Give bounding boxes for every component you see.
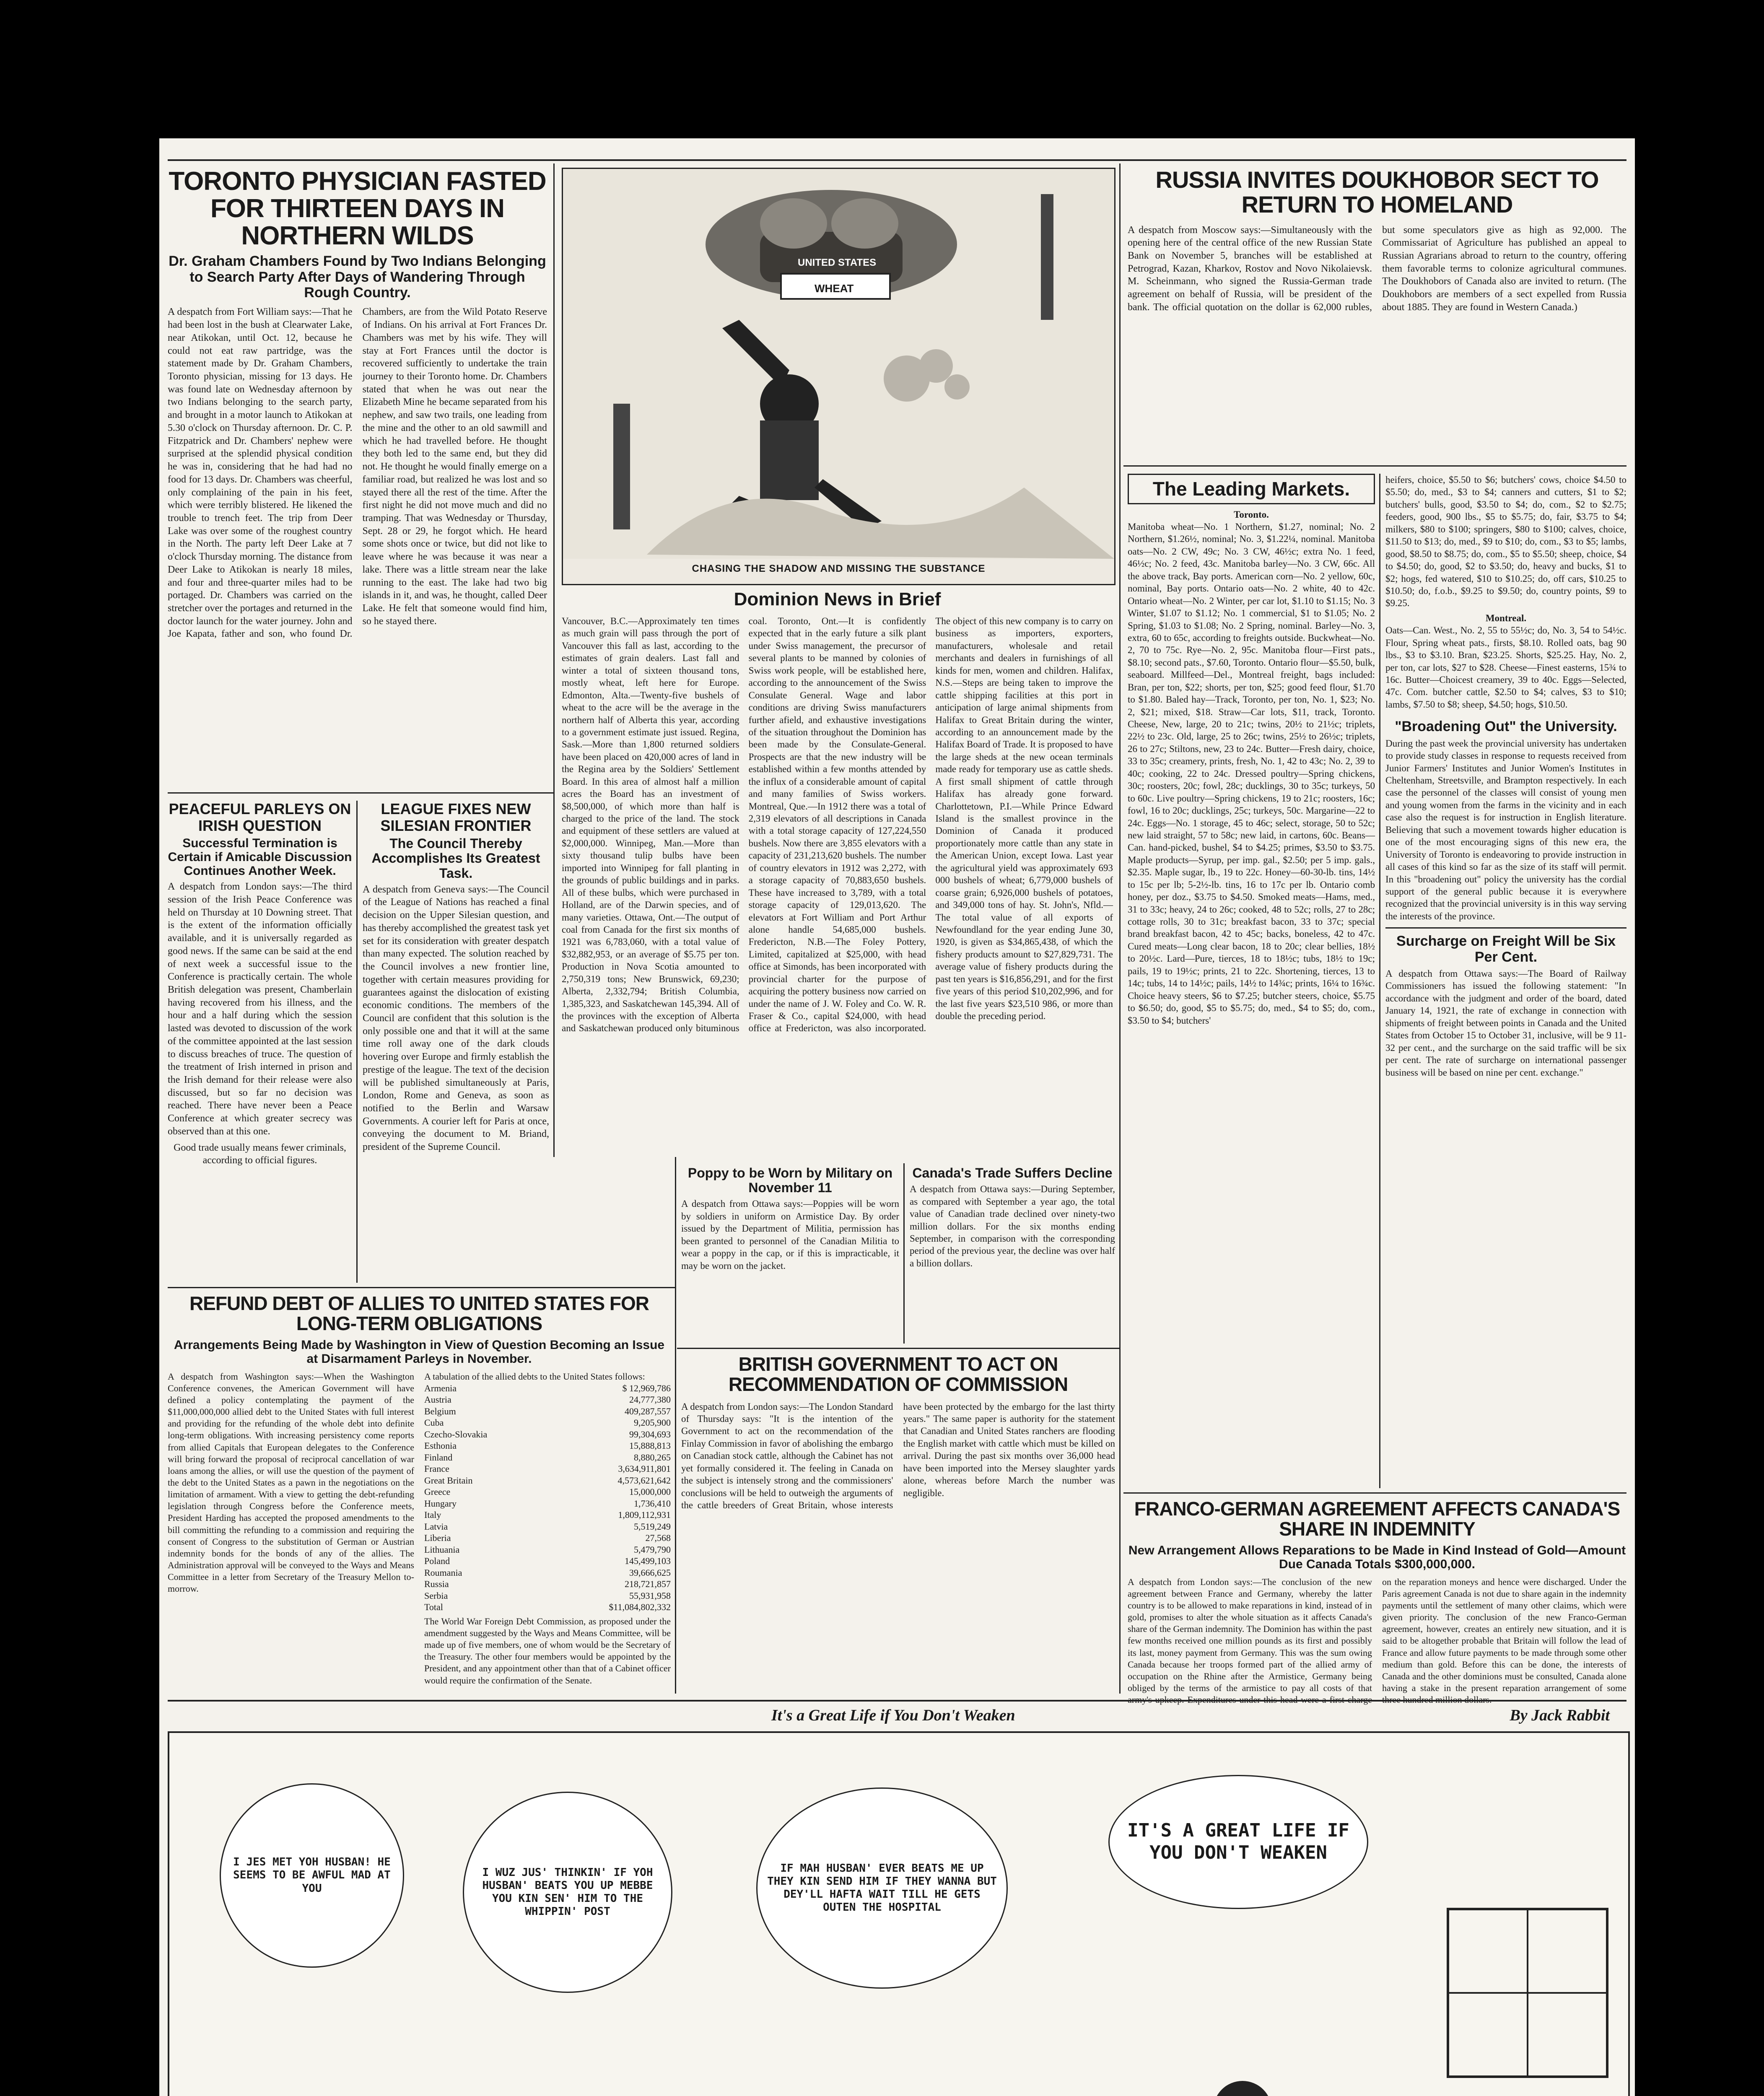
parleys-title: PEACEFUL PARLEYS ON IRISH QUESTION: [169, 800, 351, 834]
poppy-title: Poppy to be Worn by Military on November 11: [687, 1165, 893, 1196]
editorial-cartoon: [562, 168, 1115, 585]
strip-panel: [168, 1731, 1630, 2096]
debt-country: Poland: [424, 1556, 450, 1567]
section-rule: [1123, 1492, 1627, 1494]
franco-article: [1128, 1499, 1627, 1696]
debt-amount: 4,573,621,642: [617, 1475, 671, 1486]
column-rule: [1119, 1157, 1121, 1694]
debt-country: Italy: [424, 1510, 441, 1520]
debt-table-row: [424, 1544, 671, 1556]
debt-amount: 55,931,958: [629, 1590, 671, 1601]
markets-title: The Leading Markets.: [1128, 474, 1375, 504]
brief-body: Vancouver, B.C.—Approximately ten times as much grain will pass through the port of Vancouver this fall as last, according to the estimates of grain dealers. Last fall and winter a total of sixteen thousand tons, mostly wheat, left here for Europe. Edmonton, Alta.—Twenty-five bushels of wheat to the acre will be the average in the northern half of Alberta this year, according to a government estimate just issued. Regina, Sask.—More than 1,800 returned soldiers have been placed on 420,000 acres of land in the Regina area by the Soldiers' Settlement Board. In this area of almost half a million acres the Board has an investment of $8,500,000, of which more than half is charged to the price of the land. The stock and equipment of these settlers are valued at $2,000,000. Winnipeg, Man.—More than sixty thousand tulip bulbs have been imported into Winnipeg for fall planting in the grounds of public buildings and in parks. All of these bulbs, which were purchased in Holland, are of the Darwin species, and of many varieties. Ottawa, Ont.—The output of coal from Canada for the first six months of 1921 was 6,783,060, with a total value of $32,882,953, or an average of $5.75 per ton. Production in Nova Scotia amounted to 2,750,319 tons; New Brunswick, 69,230; Alberta, 2,332,794; British Columbia, 1,385,323, and Saskatchewan 145,394. All of the provinces with the exception of Alberta and Saskatchewan produced only bituminous coal. Toronto, Ont.—It is confidently expected that in the early future a silk plant under Swiss management, the precursor of several plants to be manned by colonies of Swiss work people, will be established here, according to the announcement of the Swiss Consulate General. Wage and labor conditions are driving Swiss manufacturers further afield, and exhaustive investigations of the situation throughout the Dominion has been made by the Consulate-General. Prospects are that the new industry will be established within a few months attended by the influx of a considerable amount of capital and many families of Swiss workers. Montreal, Que.—In 1912 there was a total of 2,319 elevators of all descriptions in Canada with a total storage capacity of 127,224,550 bushels. Now there are 3,855 elevators with a capacity of 231,213,620 bushels. The number of country elevators in 1912 was 2,272, with a storage capacity of 70,883,650 bushels. These have increased to 3,789, with a total storage capacity of 129,013,620. The elevators at Fort William and Port Arthur alone handle 54,685,000 bushels. Fredericton, N.B.—The Foley Pottery, Limited, capitalized at $25,000, with head office at Simonds, has been incorporated with provincial charter for the purpose of acquiring the pottery business now carried on under the name of J. W. Foley and Co. W. R. Fraser & Co., capital $24,000, with head office at Fredericton, was also incorporated. The object of this new company is to carry on business as importers, exporters, manufacturers, wholesale and retail merchants and dealers in furnishings of all kinds for men, women and children. Halifax, N.S.—Steps are being taken to improve the cattle shipping facilities at this port in anticipation of large animal shipments from Halifax to Great Britain during the winter, according to an announcement made by the Halifax Board of Trade. It is proposed to have the large sheds at the new ocean terminals made ready for temporary use as cattle sheds. A first small shipment of cattle through Halifax has already gone forward. Charlottetown, P.I.—While Prince Edward Island is the smallest province in the Dominion of Canada it produced proportionately more cattle than any state in the American Union, except Iowa. Last year the agricultural yield was approximately 693 000 bushels of wheat; 6,779,000 bushels of coarse grain; 6,926,000 bushels of potatoes, and 349,000 tons of hay. St. John's, Nfld.—The total value of all exports of Newfoundland for the year ending June 30, 1920, is given as $34,865,438, of which the fishery products amount to $27,829,731. The average value of fishery products during the past ten years is $16,856,291, and for the first five years of this period $10,202,996, and for the last five years $23,510 986, or more than double the preceding period.: [562, 616, 1113, 1034]
top-rule: [168, 159, 1627, 161]
markets-article: [1128, 474, 1375, 1488]
debt-amount: 409,287,557: [625, 1406, 671, 1416]
debt-country: Liberia: [424, 1533, 451, 1543]
debt-amount: 1,809,112,931: [618, 1510, 671, 1520]
strip-byline: By Jack Rabbit: [1510, 1707, 1610, 1724]
debt-amount: 5,519,249: [634, 1521, 671, 1532]
university-title: "Broadening Out" the University.: [1395, 719, 1617, 735]
british-article: [681, 1354, 1115, 1694]
markets-montreal-body: Oats—Can. West., No. 2, 55 to 55½c; do, No. 3, 54 to 54½c. Flour, Spring wheat pats., firsts, $8.10. Rolled oats, bag 90 lbs., $3 to $3.10. Bran, $23.25. Shorts, $25.25. Hay, No. 2, per ton, car lots, $27 to $28. Cheese—Finest easterns, 15¾ to 16c. Butter—Choicest creamery, 39 to 40c. Eggs—Selected, 47c. Com. butcher cattle, $2.50 to $4; calves, $3 to $10; lambs, $7.50 to $8; sheep, $4.50; hogs, $10.50.: [1385, 625, 1627, 710]
comic-strip: [168, 1706, 1627, 2096]
column-rule: [1119, 163, 1121, 1157]
toronto-body: A despatch from Fort William says:—That he had been lost in the bush at Clearwater Lake, near Atikokan, until Oct. 12, because he could not eat raw partridge, was the statement made by Dr. Graham Chambers, Toronto physician, missing for 13 days. He was found late on Wednesday afternoon by two Indians belonging to the search party, and brought in a motor launch to Atikokan at 5.30 o'clock on Thursday afternoon. Dr. C. P. Fitzpatrick and Dr. Chambers' nephew were surprised at the splendid physical condition he was in, considering that he had had no food for 13 days. Dr. Chambers was cheerful, only complaining of the pain in his feet, which were terribly blistered. He likened the trouble to trench feet. The trip from Deer Lake was over some of the roughest country in the North. The party left Deer Lake at 7 o'clock Thursday morning. The distance from Deer Lake to Atikokan is nearly 18 miles, and four and three-quarter miles had to be portaged. Dr. Chambers was carried on the stretcher over the portages and returned in the doctor launch for the water journey. John and Joe Kapata, father and son, who found Dr. Chambers, are from the Wild Potato Reserve of Indians. On his arrival at Fort Frances Dr. Chambers was met by his wife. They will stay at Fort Frances until the doctor is recovered sufficiently to undertake the train journey to their Toronto home. Dr. Chambers stated that when he was out near the Elizabeth Mine he became separated from his nephew, and saw two trails, one leading from the mine and the other to an old sawmill and which he had travelled before. He thought they both led to the same end, but they did not. He thought he would finally emerge on a familiar road, but realized he was lost and so stayed there all the rest of the time. After the first night he did not move much and did no tramping. That was Wednesday or Thursday, Sept. 28 or 29, he forgot which. He heard some shots once or twice, but did not like to leave where he was because it was near a lake. There was a little stream near the lake running to the east. The lake had two big islands in it, and was, he thought, called Deer Lake. He felt that someone would find him, so he stayed there.: [168, 306, 547, 640]
british-headline: BRITISH GOVERNMENT TO ACT ON RECOMMENDATION OF COMMISSION: [728, 1353, 1068, 1396]
strip-top-rule: [168, 1700, 1627, 1702]
debt-country: Great Britain: [424, 1475, 473, 1486]
cartoon-label-states: UNITED STATES: [798, 257, 877, 268]
surcharge-body: A despatch from Ottawa says:—The Board of Railway Commissioners has issued the following statement: "In accordance with the judgment and order of the board, dated January 14, 1921, the rate of exchange in connection with shipments of freight between points in Canada and the United States from October 15 to October 31, inclusive, will be 9 11-32 per cent., and the surcharge on the said traffic will be six per cent. The rate of surcharge on international passenger business will be based on nine per cent. exchange.": [1385, 968, 1627, 1078]
debt-table-row: [424, 1383, 671, 1394]
refund-deck: Arrangements Being Made by Washington in View of Question Becoming an Issue at Disarmament Parleys in November.: [174, 1338, 665, 1366]
section-rule: [1123, 465, 1627, 467]
debt-total-value: $11,084,802,332: [609, 1602, 671, 1613]
debt-amount: $ 12,969,786: [622, 1383, 671, 1393]
markets-city-montreal: Montreal.: [1485, 612, 1527, 623]
refund-commission-body: The World War Foreign Debt Commission, as proposed under the amendment suggested by the Ways and Means Committee, will be made up of five members, one of whom would be the Secretary of the Treasury. The other four members would be appointed by the President, and any appointment other than that of a Cabinet officer would require the confirmation of the Senate.: [424, 1616, 671, 1686]
debt-table-row: [424, 1429, 671, 1440]
russia-headline: RUSSIA INVITES DOUKHOBOR SECT TO RETURN TO HOMELAND: [1155, 166, 1599, 218]
debt-country: Esthonia: [424, 1440, 457, 1451]
section-rule: [1385, 927, 1627, 929]
parleys-body: A despatch from London says:—The third session of the Irish Peace Conference was held on Thursday at 10 Downing street. That is the extent of the information officially available, and it is universally regarded as good news. If the same can be said at the end of next week a successful issue to the Conference is practically certain. The whole British delegation was present, Chamberlain having recovered from his illness, and the hour and a half during which the session lasted was devoted to discussion of the work of the committee appointed at the last session to discuss breaches of truce. The question of the treatment of Irish interned in prison and the Irish demand for their release were also discussed, but so far no decision was reached. There have never been a Peace Conference at which greater secrecy was observed than at this one.: [168, 881, 352, 1137]
speech-bubble-2: I WUZ JUS' THINKIN' IF YOH HUSBAN' BEATS YOU UP MEBBE YOU KIN SEN' HIM TO THE WHIPPIN' POST: [463, 1792, 672, 1993]
debt-country: Czecho-Slovakia: [424, 1429, 488, 1440]
debt-table-row: [424, 1394, 671, 1406]
speech-bubble-3: IF MAH HUSBAN' EVER BEATS ME UP THEY KIN SEND HIM IF THEY WANNA BUT DEY'LL HAFTA WAIT TILL HE GETS OUTEN THE HOSPITAL: [756, 1787, 1008, 1989]
debt-amount: 8,880,265: [634, 1452, 671, 1463]
franco-body: A despatch from London says:—The conclusion of the new agreement between France and Germany, whereby the latter country is to be allowed to make reparations in kind, instead of in gold, promises to alter the whole situation as it affects Canada's share of the German indemnity. The Dominion has within the past few months received one million pounds as its first and possibly its last, money payment from Germany. This was the sum owing Canada because her troops formed part of the allied army of occupation on the Rhine after the Armistice, Germany being obliged by the terms of the armistice to pay all costs of that on the reparation moneys and hence were discharged. Under the Paris agreement Canada is not due to share again in the indemnity payments until the settlement of many other claims, which were given priority. The conclusion of the new Franco-German agreement, however, creates an entirely new situation, and it is said to be altogether probable that Britain will follow the lead of France and allow future payments to be made through some other medium than gold. Before this can be done, the interests of Canada and the other dominions must be consulted, Canada alone having a stake in the present reparation arrangement of some: [1128, 1576, 1627, 1693]
markets-livestock-body: heifers, choice, $5.50 to $6; butchers' cows, choice $4.50 to $5.50; do, med., $3 to $4; canners and cutters, $1 to $2; butchers' bulls, good, $3.50 to $4; do, com., $2 to $2.75; feeders, good, 900 lbs., $5 to $5.75; do, fair, $3.75 to $4; milkers, $80 to $100; springers, $80 to $100; calves, choice, $11.50 to $13; do, med., $9 to $10; do, com., $3 to $5; lambs, good, $8.50 to $8.75; do, com., $5 to $5.50; sheep, choice, $4 to $4.50; do, good, $2 to $3.50; do, heavy and bucks, $1 to $2; hogs, fed watered, $10 to $10.25; do, off cars, $10.25 to $10.50; do, f.o.b., $9.25 to $9.50; do, country points, $9 to $9.25.: [1385, 475, 1627, 609]
markets-continued: [1385, 474, 1627, 1488]
debt-country: Finland: [424, 1452, 453, 1463]
parleys-deck: Successful Termination is Certain if Amicable Discussion Continues Another Week.: [168, 836, 352, 878]
trade-body: A despatch from Ottawa says:—During September, as compared with September a year ago, the total value of Canadian trade declined over ninety-two million dollars. For the six months ending September, in comparison with the corresponding period of the previous year, the decline was over half a billion dollars.: [910, 1184, 1115, 1268]
debt-country: Greece: [424, 1486, 451, 1497]
franco-headline: FRANCO-GERMAN AGREEMENT AFFECTS CANADA'S SHARE IN INDEMNITY: [1134, 1498, 1620, 1540]
debt-table-row: [424, 1498, 671, 1510]
toronto-article: [168, 168, 547, 786]
trade-title: Canada's Trade Suffers Decline: [912, 1165, 1113, 1180]
debt-table-row: [424, 1509, 671, 1521]
debt-table-row: [424, 1521, 671, 1533]
debt-amount: 99,304,693: [629, 1429, 671, 1440]
debt-table-row: [424, 1590, 671, 1602]
poppy-body: A despatch from Ottawa says:—Poppies will be worn by soldiers in uniform on Armistice Day. By order issued by the Department of Militia, permission has been granted to personnel of the Canadian Militia to wear a poppy in the cap, or if this is impracticable, it may be worn on the jacket.: [681, 1198, 899, 1271]
russia-body: A despatch from Moscow says:—Simultaneously with the opening here of the central office of the new Russian State Bank on November 5, branches will be established at Petrograd, Kazan, Kharkov, Rostov and Novo Nikolaievsk. M. Scheinmann, who signed the Russia-German trade agreement on behalf of Russia, will be president of the bank. The official quotation on the dollar is 62,000 rubles, but some speculators give as high as 92,000. The Commissariat of Agriculture has published an appeal to Russian Agrarians abroad to return to the country, offering them favorable terms to colonize agricultural communes. The Doukhobors of Canada also are invited to return. (The Doukhobors are members of a sect expelled from Russia about 1885. They are found in Western Canada.): [1128, 224, 1627, 313]
column-rule: [903, 1163, 905, 1344]
debt-amount: 9,205,900: [634, 1417, 671, 1428]
debt-total-label: Total: [424, 1602, 443, 1613]
debt-amount: 218,721,857: [625, 1579, 671, 1590]
section-rule: [168, 1287, 675, 1288]
newspaper-page: [159, 138, 1635, 2096]
brief-title: Dominion News in Brief: [734, 589, 941, 610]
parleys-article: [168, 801, 352, 1283]
debt-country: France: [424, 1463, 449, 1474]
toronto-deck: Dr. Graham Chambers Found by Two Indians Belonging to Search Party After Days of Wandering Through Rough Country.: [169, 253, 546, 301]
debt-amount: 15,000,000: [629, 1486, 671, 1497]
parleys-footer: Good trade usually means fewer criminals, according to official figures.: [174, 1142, 346, 1166]
league-body: A despatch from Geneva says:—The Council of the League of Nations has reached a final decision on the Upper Silesian question, and has thereby accomplished the greatest task yet set for its consideration with greater despatch than many expected. The solution reached by the Council involves a new frontier line, together with certain measures providing for guarantees against the dislocation of existing economic conditions. The members of the Council are confident that this solution is the only possible one and that it will at the same time roll away one of the dark clouds hovering over Europe and firmly establish the prestige of the league. The text of the decision will be published simultaneously at Paris, London, Rome and Geneva, as soon as notified to the Berlin and Warsaw Governments. A courier left for Paris at once, conveying the document to M. Briand, president of the Supreme Council.: [363, 884, 549, 1153]
debt-country: Cuba: [424, 1417, 444, 1428]
markets-city-toronto: Toronto.: [1234, 509, 1269, 520]
debt-country: Lithuania: [424, 1544, 460, 1555]
franco-deck: New Arrangement Allows Reparations to be Made in Kind Instead of Gold—Amount Due Canada Totals $300,000,000.: [1128, 1543, 1626, 1571]
debt-amount: 24,777,380: [629, 1394, 671, 1405]
debt-table-row: [424, 1567, 671, 1579]
debt-table-row: [424, 1486, 671, 1498]
university-body: During the past week the provincial university has undertaken to provide study classes in response to requests received from Junior Farmers' Institutes and Junior Women's Institutes in Cheltenham, Streetsville, and Brampton respectively. In each case the personnel of the classes will consist of young men and young women from the farms in the vicinity and in each case also the request is for instruction in English literature. Believing that such a movement towards higher education is one of the most encouraging signs of this new era, the University of Toronto is endeavoring to provide instruction in all cases of this kind so far as the size of its staff will permit. In this "broadening out" policy the university has the cordial support of the general public because it is everywhere recognized that the provincial university is in this way serving the interests of the province.: [1385, 738, 1627, 921]
debt-amount: 5,479,790: [634, 1544, 671, 1555]
refund-table-column: [424, 1371, 671, 1686]
strip-title: It's a Great Life if You Don't Weaken: [771, 1707, 1015, 1724]
league-article: [363, 801, 549, 1283]
debt-country: Hungary: [424, 1498, 457, 1509]
surcharge-title: Surcharge on Freight Will be Six Per Cent.: [1396, 933, 1616, 965]
column-rule: [553, 163, 555, 1157]
debt-table: [424, 1383, 671, 1613]
debt-country: Belgium: [424, 1406, 456, 1416]
debt-amount: 145,499,103: [625, 1556, 671, 1567]
poppy-article: [681, 1163, 899, 1344]
debt-table-row: [424, 1417, 671, 1429]
debt-table-row: [424, 1406, 671, 1417]
refund-headline: REFUND DEBT OF ALLIES TO UNITED STATES FOR LONG-TERM OBLIGATIONS: [189, 1292, 649, 1335]
debt-country: Roumania: [424, 1567, 462, 1578]
section-rule: [677, 1348, 1119, 1349]
markets-toronto-body: Manitoba wheat—No. 1 Northern, $1.27, nominal; No. 2 Northern, $1.26½, nominal; No. 3, $1.22¼, nominal. Manitoba oats—No. 2 CW, 49c; No. 3 CW, 46½c; extra No. 1 feed, 46½c; No. 2 feed, 43c. Manitoba barley—No. 3 CW, 66c. All the above track, Bay ports. American corn—No. 2 yellow, 60c, nominal, Bay ports. Ontario oats—No. 2 white, 40 to 42c. Ontario wheat—No. 2 Winter, per car lot, $1.10 to $1.15; No. 3 Winter, $1.07 to $1.12; No. 1 commercial, $1 to $1.05; No. 2 Spring, $1.03 to $1.08; No. 2 Spring, nominal. Barley—No. 3, extra, 60 to 65c, according to freights outside. Buckwheat—No. 2, 70 to 75c. Rye—No. 2, 95c. Manitoba flour—First pats., $8.10; second pats., $7.60, Toronto. Ontario flour—$5.50, bulk, seaboard. Millfeed—Del., Montreal freight, bags included: Bran, per ton, $22; shorts, per ton, $25; good feed flour, $1.70 to $1.80. Baled hay—Track, Toronto, per ton, No. 1, $23; No. 2, $21; mixed, $18. Straw—Car lots, $11, track, Toronto. Cheese, New, large, 20 to 21c; twins, 20½ to 21½c; triplets, 22½ to 23c. Old, large, 25 to 26c; twins, 25½ to 26½c; triplets, 26 to 27c; Stiltons, new, 23 to 24c. Butter—Fresh dairy, choice, 33 to 35c; creamery, prints, fresh, No. 1, 42 to 43c; No. 2, 39 to 40c; cooking, 22 to 24c. Dressed poultry—Spring chickens, 30c; roosters, 20c; fowl, 28c; ducklings, 30 to 35c; turkeys, 50 to 60c. Live poultry—Spring chickens, 19 to 21c; roosters, 16c; fowl, 16 to 20c; ducklings, 25c; turkeys, 50c. Margarine—22 to 24c. Eggs—No. 1 storage, 45 to 46c; select, storage, 50 to 52c; new laid straight, 57 to 58c; new laid, in cartons, 60c. Beans—Can. hand-picked, bushel, $4 to $4.25; primes, $3.50 to $3.75. Maple products—Syrup, per imp. gal., $2.50; per 5 imp. gals., $2.35. Maple sugar, lb., 19 to 22c. Honey—60-30-lb. tins, 14½ to 15c per lb; 5-2½-lb. tins, 16 to 17c per lb. Ontario comb honey, per doz., $3.75 to $4.50. Smoked meats—Hams, med., 31 to 33c; heavy, 24 to 26c; cooked, 48 to 52c; rolls, 27 to 28c; cottage rolls, 30 to 31c; breakfast bacon, 33 to 37c; special brand breakfast bacon, 42 to 45c; backs, boneless, 42 to 47c. Cured meats—Long clear bacon, 18 to 20c; clear bellies, 18½ to 20½c. Lard—Pure, tierces, 18 to 18½c; tubs, 18½ to 19c; pails, 19 to 19½c; prints, 21 to 22c. Shortening, tierces, 13 to 14c; tubs, 14 to 14½c; pails, 14½ to 14¾c; prints, 16¼ to 16¾c. Choice heavy steers, $6 to $7.25; butcher steers, choice, $5.75 to $6.50; do, good, $5 to $5.75; do, med., $4 to $5; do, com., $3.50 to $4; butchers': [1128, 521, 1375, 1026]
debt-amount: 39,666,625: [629, 1567, 671, 1578]
debt-amount: 15,888,813: [629, 1440, 671, 1451]
russia-article: [1128, 168, 1627, 461]
column-rule: [1379, 474, 1380, 1488]
cartoon-label-wheat: WHEAT: [815, 282, 854, 295]
debt-amount: 27,568: [645, 1533, 671, 1543]
column-rule: [356, 801, 358, 1283]
debt-country: Armenia: [424, 1383, 457, 1393]
league-title: LEAGUE FIXES NEW SILESIAN FRONTIER: [380, 800, 532, 834]
debt-table-row: [424, 1475, 671, 1486]
debt-table-row: [424, 1463, 671, 1475]
refund-table-intro: A tabulation of the allied debts to the United States follows:: [424, 1371, 645, 1382]
debt-amount: 1,736,410: [634, 1498, 671, 1509]
debt-table-row: [424, 1532, 671, 1544]
debt-total-row: [424, 1601, 671, 1613]
debt-amount: 3,634,911,801: [618, 1463, 671, 1474]
section-rule: [168, 792, 553, 794]
league-deck: The Council Thereby Accomplishes Its Greatest Task.: [371, 836, 540, 881]
cartoon-caption: CHASING THE SHADOW AND MISSING THE SUBSTANCE: [692, 563, 986, 574]
debt-country: Latvia: [424, 1521, 448, 1532]
cartoon-drawing: [563, 169, 1114, 559]
trade-article: [910, 1163, 1115, 1344]
debt-country: Austria: [424, 1394, 451, 1405]
speech-bubble-1: I JES MET YOH HUSBAN! HE SEEMS TO BE AWFUL MAD AT YOU: [220, 1783, 404, 1968]
brief-article: [562, 589, 1113, 1157]
debt-country: Serbia: [424, 1590, 448, 1601]
refund-article: [168, 1293, 671, 1694]
speech-bubble-4: IT'S A GREAT LIFE IF YOU DON'T WEAKEN: [1108, 1775, 1368, 1909]
debt-table-row: [424, 1578, 671, 1590]
debt-country: Russia: [424, 1579, 449, 1590]
british-body: A despatch from London says:—The London Standard of Thursday says: "It is the intention of the Government to act on the recommendation of the Finlay Commission in favor of abolishing the embargo on Canadian stock cattle, although the Cabinet has not yet formally considered it. The feeling in Canada on the subject is intensely strong and the commissioners' conclusions will be held to outweigh the arguments of the cattle breeders of Great Britain, whose interests have been protected by the embargo for the last thirty years." The same paper is authority for the statement that Canadian and United States ranchers are flooding the English market with cattle which must be killed on arrival. During the past six months over 36,000 head have been imported into the Mersey slaughter yards alone, whereas before March the number was negligible.: [681, 1401, 1115, 1511]
column-rule: [675, 1157, 676, 1694]
toronto-headline: TORONTO PHYSICIAN FASTED FOR THIRTEEN DAYS IN NORTHERN WILDS: [169, 167, 546, 251]
debt-table-row: [424, 1555, 671, 1567]
debt-table-row: [424, 1452, 671, 1463]
refund-body: A despatch from Washington says:—When the Washington Conference convenes, the American Government will have defined a policy contemplating the payment of the $11,000,000,000 allied debt to the United States with full interest and providing for the refunding of the whole debt into definite long-term obligations. With increasing persistency come reports from allied Capitals that European delegates to the Conference will bring forward the proposal of reciprocal cancellation of war loans among the allies, or will use the question of the payment of the debt to the United States as a pawn in the negotiations on the limitation of armament. With a view to getting the debt-refunding legislation through Congress before the Conference meets, President Harding has accepted the proposed amendments to the bill committing the refunding to a commission and requiring the consent of Congress to the substitution of German or Austrian indemnity bonds for the bonds of any of the allies. The Administration approval will be conveyed to the Ways and Means Committee in a letter from Secretary of the Treasury Mellon to-morrow.: [168, 1371, 414, 1594]
debt-table-row: [424, 1440, 671, 1452]
